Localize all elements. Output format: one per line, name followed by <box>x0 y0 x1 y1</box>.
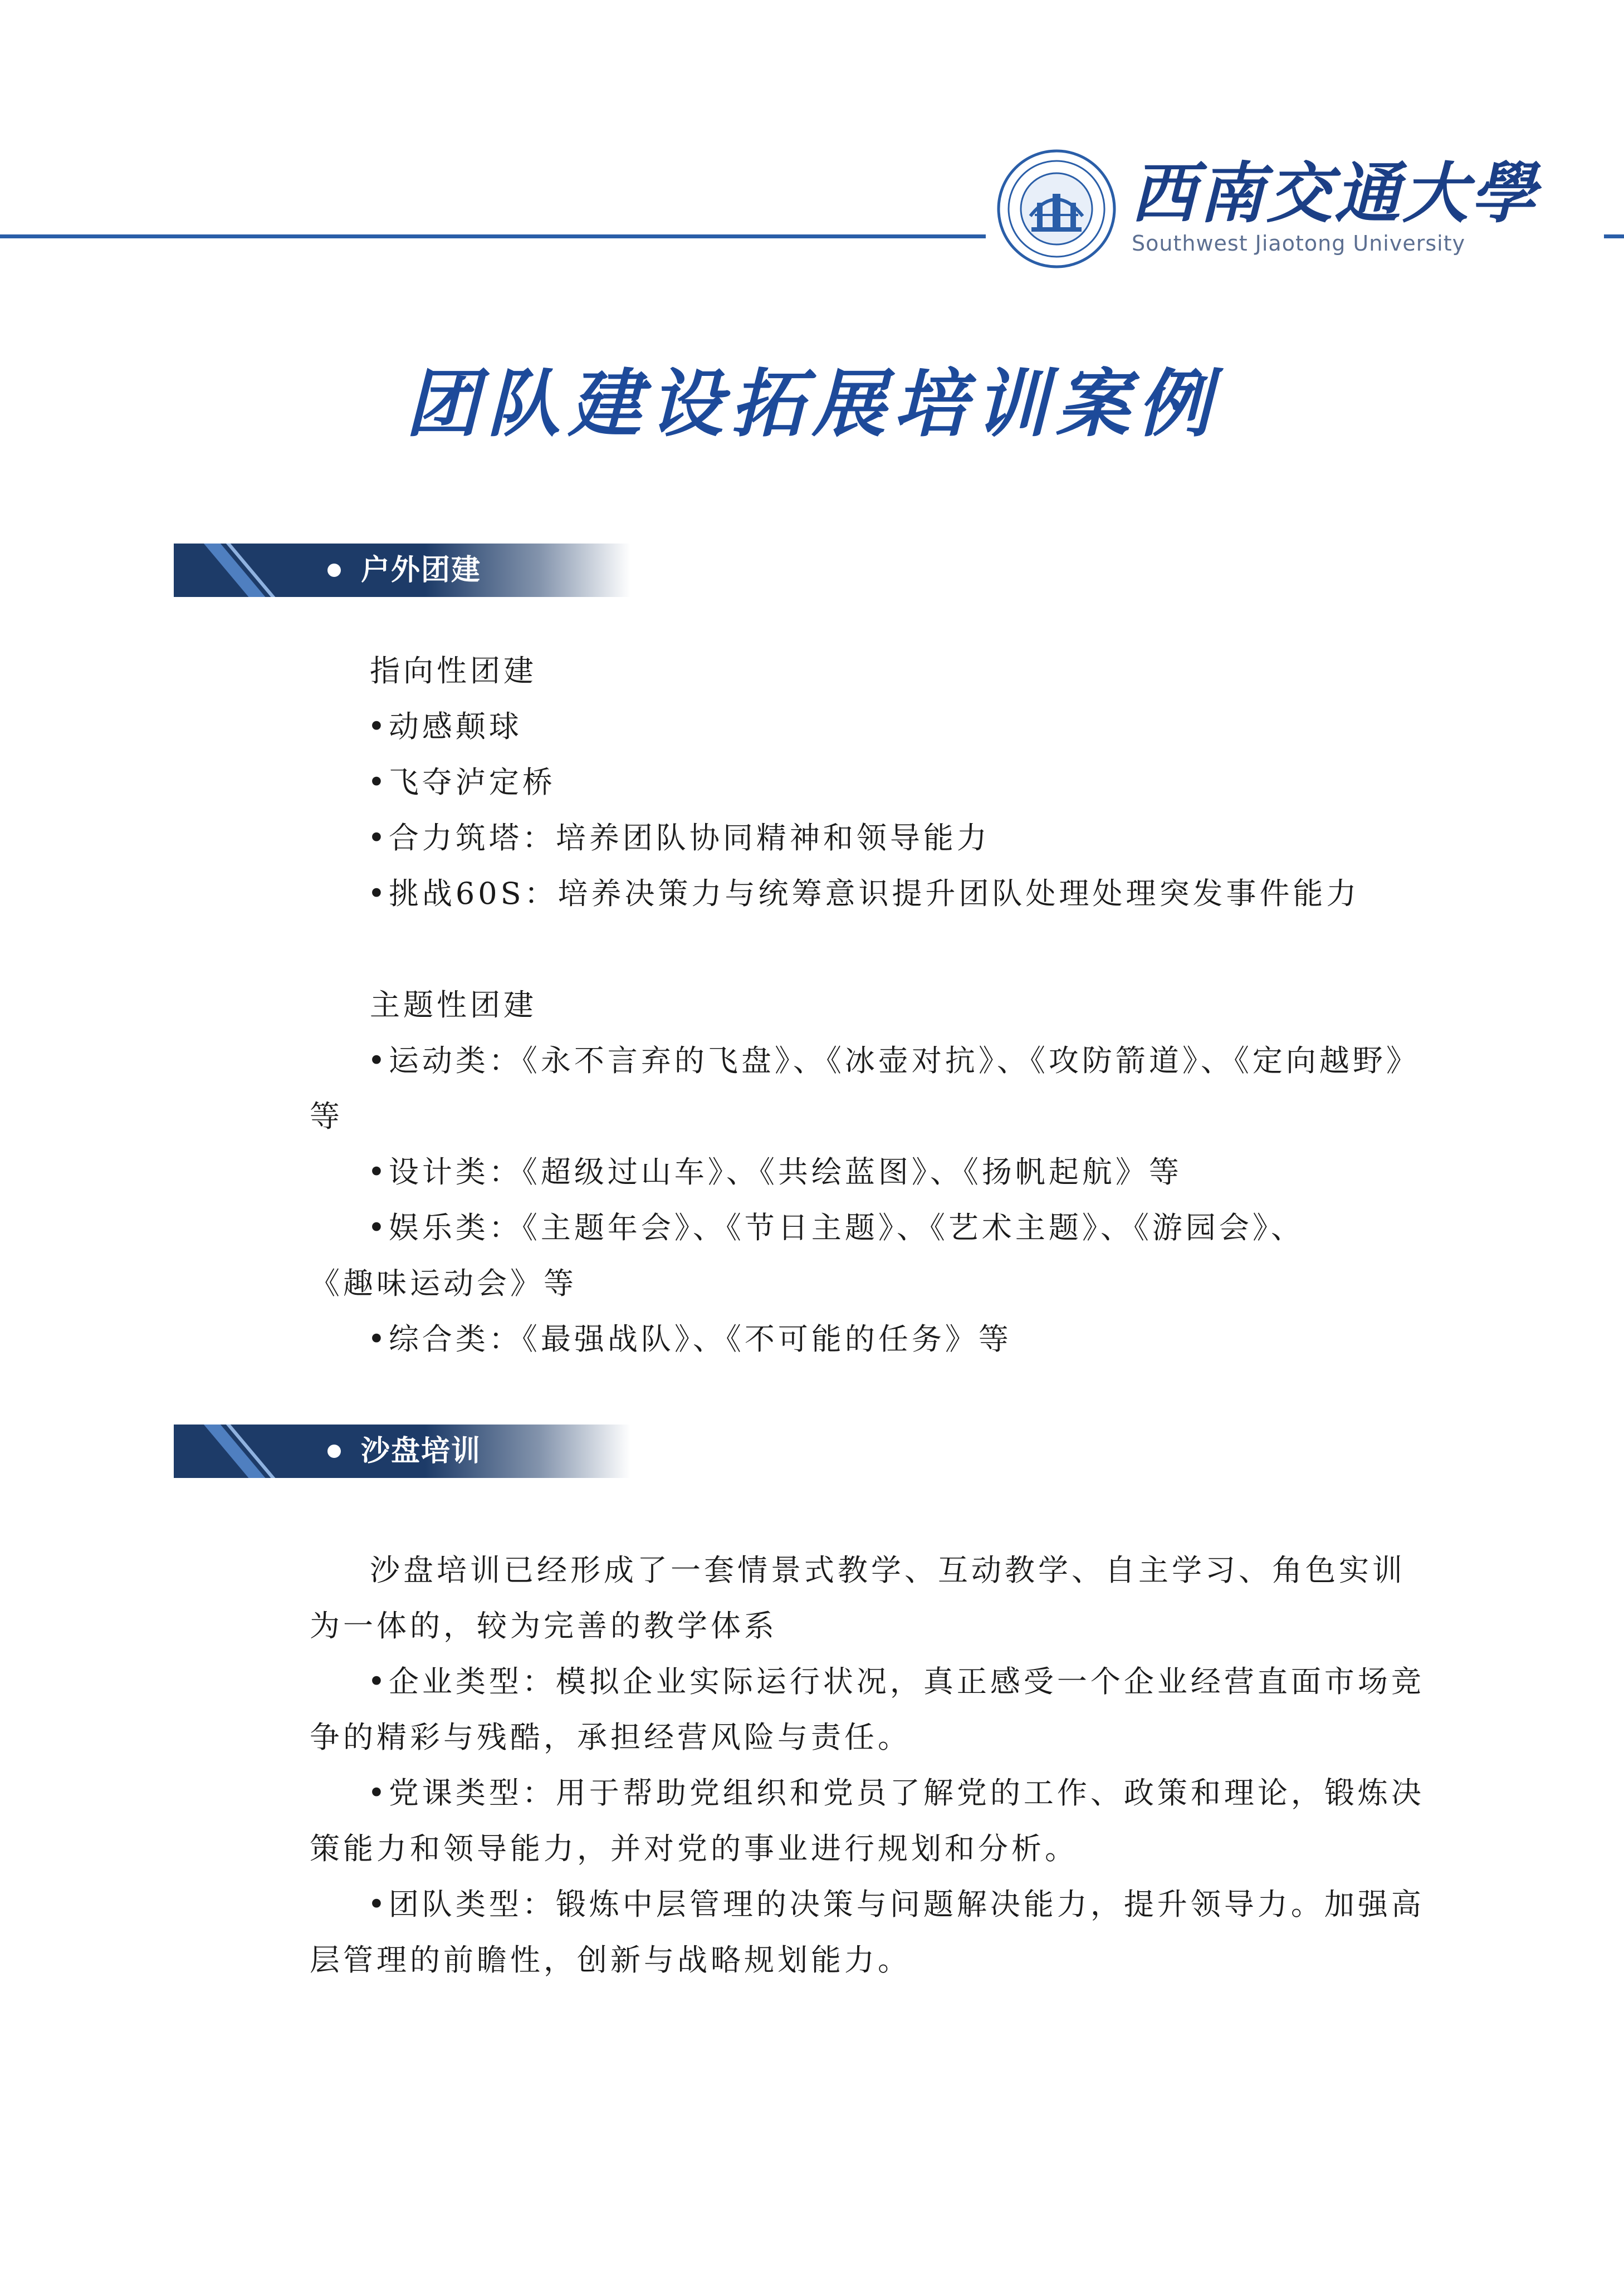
list-item: •动感颠球 <box>368 709 522 744</box>
list-item: •合力筑塔：培养团队协同精神和领导能力 <box>368 820 990 855</box>
list-item: •综合类：《最强战队》、《不可能的任务》等 <box>368 1321 1012 1357</box>
list-item: •挑战60S：培养决策力与统筹意识提升团队处理处理突发事件能力 <box>368 876 1360 911</box>
bullet-dot-icon <box>327 1445 341 1458</box>
paragraph-line: 策能力和领导能力，并对党的事业进行规划和分析。 <box>310 1831 1078 1866</box>
list-item: •运动类：《永不言弃的飞盘》、《冰壶对抗》、《攻防箭道》、《定向越野》 <box>368 1043 1420 1078</box>
list-item: •飞夺泸定桥 <box>368 765 556 800</box>
list-item-continuation: 《趣味运动会》等 <box>310 1266 577 1301</box>
list-item: •娱乐类：《主题年会》、《节日主题》、《艺术主题》、《游园会》、 <box>368 1210 1304 1245</box>
section-heading: 户外团建 <box>361 554 482 587</box>
paragraph-line: •党课类型：用于帮助党组织和党员了解党的工作、政策和理论，锻炼决 <box>368 1775 1425 1810</box>
paragraph-line: 为一体的，较为完善的教学体系 <box>310 1608 777 1643</box>
paragraph-line: 沙盘培训已经形成了一套情景式教学、互动教学、自主学习、角色实训 <box>370 1553 1406 1588</box>
subheading-directive: 指向性团建 <box>370 653 537 688</box>
university-name-en: Southwest Jiaotong University <box>1132 231 1466 256</box>
paragraph-line: 争的精彩与残酷，承担经营风险与责任。 <box>310 1720 911 1755</box>
list-item: •设计类：《超级过山车》、《共绘蓝图》、《扬帆起航》等 <box>368 1154 1182 1190</box>
paragraph-line: •团队类型：锻炼中层管理的决策与问题解决能力，提升领导力。加强高 <box>368 1887 1425 1922</box>
university-logo <box>986 139 1604 273</box>
university-name-cn: 西南交通大學 <box>1131 154 1539 232</box>
section-banner-outdoor <box>174 544 630 597</box>
page-title: 团队建设拓展培训案例 <box>405 361 1219 447</box>
bullet-dot-icon <box>327 564 341 577</box>
list-item-continuation: 等 <box>310 1099 343 1134</box>
section-banner-sandtable <box>174 1425 630 1478</box>
subheading-thematic: 主题性团建 <box>370 987 537 1022</box>
paragraph-line: 层管理的前瞻性，创新与战略规划能力。 <box>310 1942 911 1977</box>
paragraph-line: •企业类型：模拟企业实际运行状况，真正感受一个企业经营直面市场竞 <box>368 1664 1425 1699</box>
university-seal-icon <box>997 149 1116 268</box>
section-heading: 沙盘培训 <box>361 1435 482 1468</box>
